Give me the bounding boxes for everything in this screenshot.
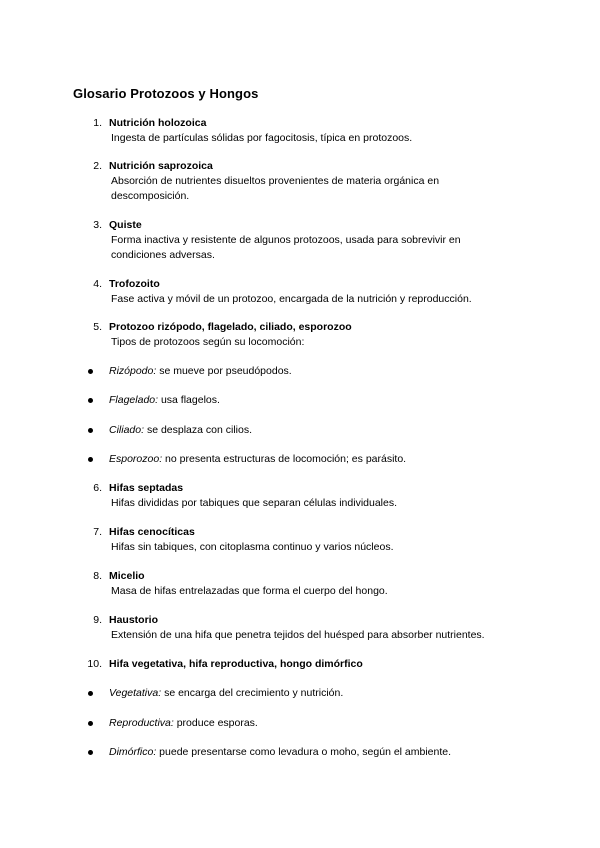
- entry-number: 7.: [93, 526, 102, 538]
- entry-term: Hifa vegetativa, hifa reproductiva, hongo dimórfico: [109, 658, 363, 670]
- entry-term: Trofozoito: [109, 278, 160, 290]
- entry-term: Quiste: [109, 219, 142, 231]
- bullet-icon: [88, 398, 93, 403]
- entry-term: Micelio: [109, 570, 145, 582]
- page-title: Glosario Protozoos y Hongos: [73, 86, 259, 101]
- bullet-label: Vegetativa:: [109, 687, 162, 699]
- entry-term: Nutrición holozoica: [109, 117, 207, 129]
- bullet-icon: [88, 721, 93, 726]
- bullet-text: no presenta estructuras de locomoción; es parásito.: [162, 453, 407, 465]
- entry-definition: Extensión de una hifa que penetra tejidos del huésped para absorber nutrientes.: [111, 629, 485, 641]
- bullet-label: Rizópodo:: [109, 365, 157, 377]
- bullet-text: produce esporas.: [173, 717, 258, 729]
- entry-term: Hifas septadas: [109, 482, 184, 494]
- bullet-text: usa flagelos.: [158, 394, 220, 406]
- bullet-icon: [88, 369, 93, 374]
- entry-definition: Absorción de nutrientes disueltos provenientes de materia orgánica en descomposición.: [111, 175, 440, 202]
- entry-definition: Hifas divididas por tabiques que separan células individuales.: [111, 497, 398, 509]
- bullet-icon: [88, 428, 93, 433]
- entry-definition: Tipos de protozoos según su locomoción:: [111, 336, 305, 348]
- bullet-text: se encarga del crecimiento y nutrición.: [161, 687, 344, 699]
- entry-number: 9.: [93, 614, 102, 626]
- bullet-label: Ciliado:: [109, 424, 145, 436]
- entry-number: 4.: [93, 278, 102, 290]
- entry-number: 3.: [93, 219, 102, 231]
- bullet-label: Flagelado:: [109, 394, 159, 406]
- bullet-icon: [88, 691, 93, 696]
- bullet-icon: [88, 457, 93, 462]
- bullet-text: se mueve por pseudópodos.: [156, 365, 292, 377]
- entry-number: 5.: [93, 321, 102, 333]
- entry-term: Nutrición saprozoica: [109, 160, 213, 172]
- bullet-label: Reproductiva:: [109, 717, 174, 729]
- entry-number: 8.: [93, 570, 102, 582]
- bullet-label: Esporozoo:: [109, 453, 163, 465]
- entry-definition: Masa de hifas entrelazadas que forma el cuerpo del hongo.: [111, 585, 388, 597]
- entry-number: 2.: [93, 160, 102, 172]
- bullet-label: Dimórfico:: [109, 746, 157, 758]
- entry-number: 10.: [87, 658, 102, 670]
- entry-number: 6.: [93, 482, 102, 494]
- entry-term: Protozoo rizópodo, flagelado, ciliado, esporozoo: [109, 321, 352, 333]
- entry-definition: Ingesta de partículas sólidas por fagocitosis, típica en protozoos.: [111, 132, 413, 144]
- bullet-text: puede presentarse como levadura o moho, según el ambiente.: [156, 746, 452, 758]
- entry-definition: Forma inactiva y resistente de algunos protozoos, usada para sobrevivir en condiciones adversas.: [111, 234, 461, 261]
- entry-term: Haustorio: [109, 614, 159, 626]
- entry-term: Hifas cenocíticas: [109, 526, 195, 538]
- entry-number: 1.: [93, 117, 102, 129]
- entry-definition: Hifas sin tabiques, con citoplasma continuo y varios núcleos.: [111, 541, 394, 553]
- entry-definition: Fase activa y móvil de un protozoo, encargada de la nutrición y reproducción.: [111, 293, 472, 305]
- bullet-text: se desplaza con cilios.: [144, 424, 253, 436]
- bullet-icon: [88, 750, 93, 755]
